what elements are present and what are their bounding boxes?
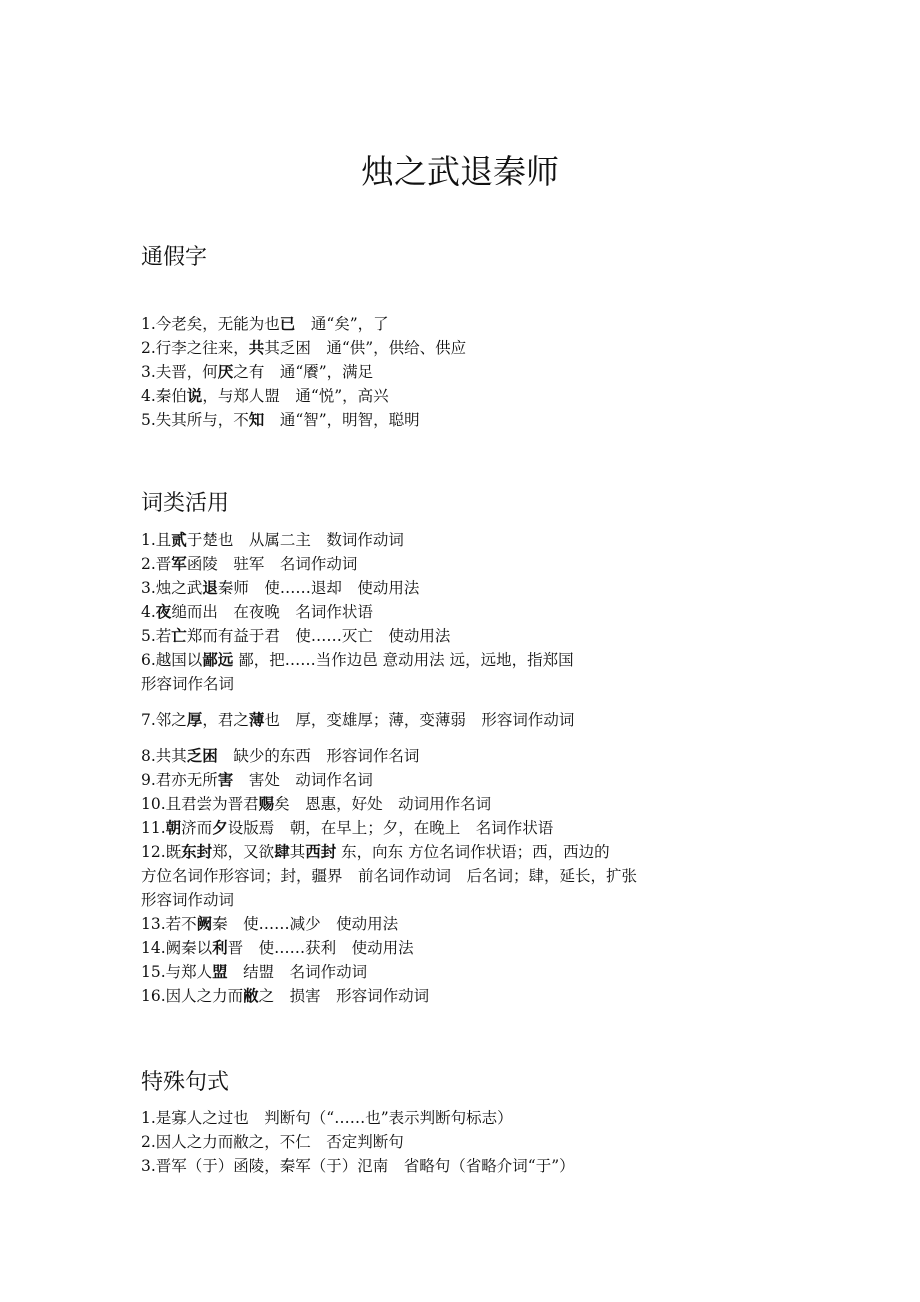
text-segment: 2.晋 [141,555,172,573]
keyword: 已 [279,314,296,333]
text-segment: 5.若 [141,627,172,645]
keyword: 薄 [248,710,265,729]
text-segment: ，君之 [202,711,249,729]
text-segment: 5.失其所与，不 [141,411,249,429]
list-item [141,312,389,336]
text-segment: 秦 使……减少 使动用法 [212,915,399,933]
text-segment: 也 厚，变雄厚；薄，变薄弱 形容词作动词 [264,711,575,729]
text-segment: 6.越国以 [141,651,203,669]
text-segment: 4. [141,603,156,621]
text-segment: 7.邻之 [141,711,187,729]
text-segment: 3.晋军（于）函陵，秦军（于）氾南 省略句（省略介词“于”） [141,1157,575,1175]
text-segment: 形容词作动词 [141,891,235,909]
list-item [141,960,367,984]
text-segment: 济而 [181,819,213,837]
keyword: 盟 [212,962,228,981]
text-segment: 1.且 [141,531,172,549]
keyword: 阙 [196,914,213,933]
list-item [141,864,637,888]
text-segment: 1.今老矣，无能为也 [141,315,280,333]
list-item [141,360,373,384]
text-segment: 3.夫晋，何 [141,363,218,381]
keyword: 害 [217,770,234,789]
keyword: 利 [212,938,228,957]
text-segment: 于楚也 从属二主 数词作动词 [186,531,404,549]
list-item [141,888,234,912]
text-segment: 之有 通“餍”，满足 [233,363,374,381]
keyword: 西封 [305,842,337,861]
text-segment: 害处 动词作名词 [233,771,373,789]
text-segment: 郑，又欲 [212,843,275,861]
text-segment: 设版焉 朝，在早上；夕，在晚上 名词作状语 [227,819,554,837]
list-item [141,744,419,768]
list-item [141,984,429,1008]
keyword: 鄙远 [202,650,234,669]
list-item [141,528,404,552]
document-title: 烛之武退秦师 [361,152,559,191]
text-segment: 东，向东 方位名词作状语；西，西边的 [336,843,610,861]
text-segment: 其乏困 通“供”，供给、供应 [264,339,467,357]
list-item [141,624,450,648]
section-heading-cilei: 词类活用 [141,491,230,516]
list-item [141,768,373,792]
keyword: 知 [248,410,265,429]
list-item [141,552,357,576]
list-item [141,336,466,360]
keyword: 亡 [171,626,187,645]
keyword: 夕 [212,818,228,837]
text-segment: 2.行李之往来， [141,339,249,357]
keyword: 敝 [243,986,259,1005]
list-item [141,576,419,600]
text-segment: 晋 使……获利 使动用法 [227,939,414,957]
list-item [141,708,574,732]
text-segment: 1.是寡人之过也 判断句（“……也”表示判断句标志） [141,1109,513,1127]
keyword: 厌 [217,362,234,381]
keyword: 厚 [186,710,203,729]
keyword: 赐 [258,794,275,813]
keyword: 肆 [274,842,290,861]
list-item [141,600,373,624]
text-segment: 函陵 驻军 名词作动词 [186,555,358,573]
list-item [141,648,574,672]
keyword: 朝 [165,818,182,837]
text-segment: 缺少的东西 形容词作名词 [217,747,420,765]
text-segment: 结盟 名词作动词 [227,963,368,981]
text-segment: 通“智”，明智，聪明 [264,411,420,429]
text-segment: 鄙，把……当作边邑 意动用法 远，远地，指郑国 [233,651,574,669]
list-item [141,1154,575,1178]
keyword: 退 [202,578,218,597]
text-segment: 16.因人之力而 [141,987,244,1005]
text-segment: 3.烛之武 [141,579,203,597]
keyword: 乏困 [186,746,218,765]
section-heading-teshu: 特殊句式 [141,1070,230,1095]
keyword: 贰 [171,530,187,549]
list-item [141,912,398,936]
text-segment: 10.且君尝为晋君 [141,795,259,813]
keyword: 共 [248,338,265,357]
text-segment: 其 [289,843,306,861]
text-segment: 9.君亦无所 [141,771,218,789]
list-item [141,816,553,840]
text-segment: 14.阙秦以 [141,939,213,957]
text-segment: 12.既 [141,843,182,861]
text-segment: 缒而出 在夜晚 名词作状语 [171,603,373,621]
text-segment: 2.因人之力而敝之，不仁 否定判断句 [141,1133,404,1151]
text-segment: 矣 恩惠，好处 动词用作名词 [274,795,492,813]
list-item [141,384,389,408]
list-item [141,840,610,864]
section-heading-tongjia: 通假字 [141,245,208,270]
text-segment: 方位名词作形容词；封，疆界 前名词作动词 后名词；肆，延长，扩张 [141,867,638,885]
text-segment: ，与郑人盟 通“悦”，高兴 [202,387,389,405]
keyword: 军 [171,554,187,573]
list-item [141,1106,513,1130]
keyword: 说 [186,386,203,405]
text-segment: 13.若不 [141,915,197,933]
list-item [141,1130,404,1154]
text-segment: 15.与郑人 [141,963,213,981]
text-segment: 郑而有益于君 使……灭亡 使动用法 [186,627,451,645]
text-segment: 形容词作名词 [141,675,235,693]
list-item [141,408,420,432]
text-segment: 之 损害 形容词作动词 [258,987,430,1005]
keyword: 夜 [155,602,172,621]
text-segment: 11. [141,819,166,837]
list-item [141,792,491,816]
list-item [141,936,414,960]
text-segment: 8.共其 [141,747,187,765]
keyword: 东封 [181,842,213,861]
text-segment: 秦师 使……退却 使动用法 [217,579,420,597]
text-segment: 4.秦伯 [141,387,187,405]
text-segment: 通“矣”，了 [295,315,389,333]
list-item [141,672,234,696]
